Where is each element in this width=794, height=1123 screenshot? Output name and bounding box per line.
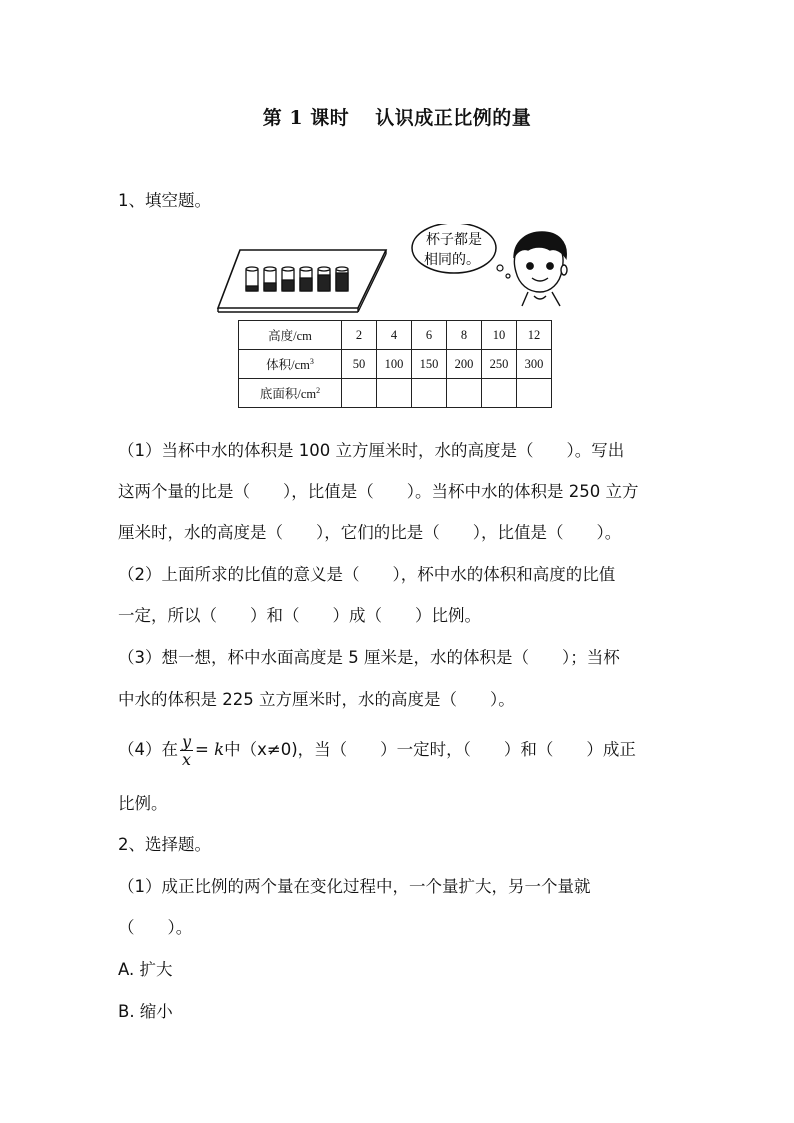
table-cell-empty[interactable]	[377, 379, 412, 408]
bubble-text-line1: 杯子都是	[426, 232, 482, 248]
table-cell-empty[interactable]	[342, 379, 377, 408]
table-cell-empty[interactable]	[482, 379, 517, 408]
page-title	[0, 103, 794, 130]
question-1-line-1: （1）当杯中水的体积是 100 立方厘米时，水的高度是（ ）。写出	[118, 441, 625, 460]
question-3-line-1: （3）想一想，杯中水面高度是 5 厘米是，水的体积是（ ）；当杯	[118, 648, 620, 667]
table-cell: 250	[482, 350, 517, 379]
cups-illustration	[210, 224, 580, 314]
mc-question-1-line-2: （ ）。	[118, 918, 193, 937]
lesson-number: 第 1 课时	[262, 107, 350, 129]
section-multiple-choice-heading: 2、选择题。	[118, 835, 211, 854]
fraction-y-over-x: $\frac{y}{x}$	[182, 731, 192, 769]
table-cell: 2	[342, 321, 377, 350]
question-2-line-2: 一定，所以（ ）和（ ）成（ ）比例。	[118, 606, 481, 625]
mc-question-1-line-1: （1）成正比例的两个量在变化过程中，一个量扩大，另一个量就	[118, 877, 591, 896]
table-cell: 150	[412, 350, 447, 379]
equals-k: = k	[195, 740, 225, 759]
option-b[interactable]: B. 缩小	[118, 1002, 173, 1021]
table-cell: 4	[377, 321, 412, 350]
table-cell-empty[interactable]	[517, 379, 552, 408]
bubble-text-line2: 相同的。	[424, 252, 480, 268]
table-cell: 50	[342, 350, 377, 379]
table-row	[239, 379, 552, 408]
question-1-line-2: 这两个量的比是（ ），比值是（ ）。当杯中水的体积是 250 立方	[118, 482, 639, 501]
table-cell-empty[interactable]	[447, 379, 482, 408]
boy-icon	[514, 232, 567, 306]
question-4-line-1	[118, 728, 636, 772]
row-header-volume: 体积$/cm^3$	[239, 350, 342, 379]
data-table	[238, 320, 552, 408]
section-fill-blank-heading: 1、填空题。	[118, 191, 211, 210]
table-cell: 12	[517, 321, 552, 350]
option-a[interactable]: A. 扩大	[118, 960, 173, 979]
question-4-suffix: 中（x≠0)，当（ ）一定时，（ ）和（ ）成正	[224, 740, 636, 759]
table-cell: 10	[482, 321, 517, 350]
row-header-base-area: 底面积$/cm^2$	[239, 379, 342, 408]
table-cell: 6	[412, 321, 447, 350]
table-cell: 8	[447, 321, 482, 350]
table-cell: 100	[377, 350, 412, 379]
table-row	[239, 321, 552, 350]
table-cell: 200	[447, 350, 482, 379]
table-cell-empty[interactable]	[412, 379, 447, 408]
question-4-line-2: 比例。	[118, 794, 168, 813]
lesson-topic: 认识成正比例的量	[375, 107, 532, 129]
table-row	[239, 350, 552, 379]
question-4-prefix: （4）在	[118, 740, 178, 759]
table-cell: 300	[517, 350, 552, 379]
question-3-line-2: 中水的体积是 225 立方厘米时，水的高度是（ ）。	[118, 690, 515, 709]
question-2-line-1: （2）上面所求的比值的意义是（ ），杯中水的体积和高度的比值	[118, 565, 616, 584]
row-header-height: 高度/cm	[239, 321, 342, 350]
question-1-line-3: 厘米时，水的高度是（ ），它们的比是（ ），比值是（ ）。	[118, 523, 622, 542]
